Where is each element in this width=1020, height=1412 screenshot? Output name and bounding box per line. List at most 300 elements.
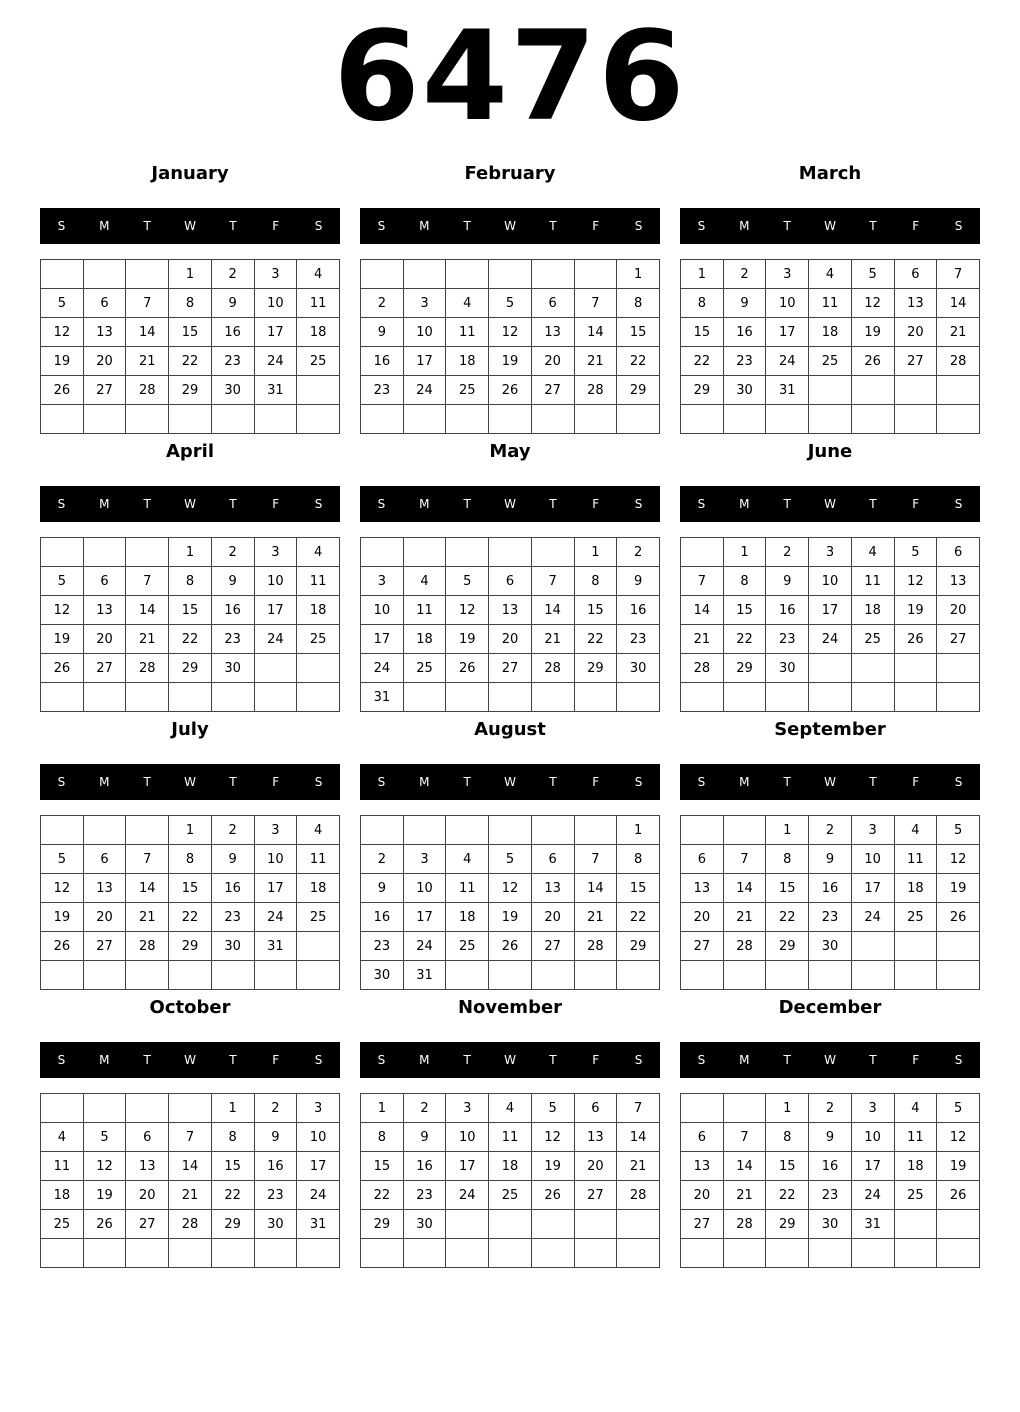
day-cell: 3 xyxy=(446,1094,489,1123)
day-cell: 19 xyxy=(41,903,84,932)
week-row xyxy=(361,625,660,654)
day-cell xyxy=(723,683,766,712)
day-cell: 20 xyxy=(894,318,937,347)
day-cell xyxy=(211,961,254,990)
day-cell: 5 xyxy=(531,1094,574,1123)
day-grid xyxy=(680,259,980,434)
day-cell: 21 xyxy=(531,625,574,654)
weekday-label: S xyxy=(634,775,643,789)
weekday-label: M xyxy=(739,1053,750,1067)
weekday-label: M xyxy=(419,497,430,511)
day-cell: 1 xyxy=(169,816,212,845)
day-cell: 7 xyxy=(723,1123,766,1152)
weekday-header xyxy=(680,208,980,244)
day-cell xyxy=(254,1239,297,1268)
day-cell: 1 xyxy=(681,260,724,289)
week-row xyxy=(41,567,340,596)
day-cell xyxy=(531,1210,574,1239)
weekday-label: T xyxy=(143,219,151,233)
day-cell: 22 xyxy=(211,1181,254,1210)
weekday-label: S xyxy=(954,497,963,511)
day-cell xyxy=(446,1239,489,1268)
day-cell: 25 xyxy=(446,376,489,405)
day-cell xyxy=(126,816,169,845)
day-cell xyxy=(254,683,297,712)
day-cell: 28 xyxy=(169,1210,212,1239)
day-cell: 18 xyxy=(297,596,340,625)
day-cell: 10 xyxy=(254,289,297,318)
week-row xyxy=(41,845,340,874)
week-row xyxy=(41,1239,340,1268)
week-row xyxy=(361,1123,660,1152)
weekday-header xyxy=(360,208,660,244)
day-cell: 21 xyxy=(723,1181,766,1210)
day-cell: 12 xyxy=(937,1123,980,1152)
day-cell: 9 xyxy=(766,567,809,596)
day-cell: 8 xyxy=(169,289,212,318)
weekday-label: F xyxy=(272,219,280,233)
day-cell: 30 xyxy=(211,654,254,683)
week-row xyxy=(41,405,340,434)
week-row xyxy=(41,318,340,347)
day-cell xyxy=(681,961,724,990)
day-cell xyxy=(489,405,532,434)
day-cell: 13 xyxy=(681,874,724,903)
day-cell: 27 xyxy=(83,932,126,961)
day-cell: 24 xyxy=(254,625,297,654)
day-cell: 18 xyxy=(894,1152,937,1181)
week-row xyxy=(681,376,980,405)
day-cell: 20 xyxy=(681,903,724,932)
day-grid xyxy=(360,537,660,712)
day-cell: 23 xyxy=(361,932,404,961)
day-cell: 11 xyxy=(403,596,446,625)
week-row xyxy=(361,347,660,376)
day-cell xyxy=(809,376,852,405)
day-cell: 4 xyxy=(489,1094,532,1123)
day-cell: 23 xyxy=(617,625,660,654)
day-cell: 9 xyxy=(211,289,254,318)
day-cell: 13 xyxy=(83,874,126,903)
day-cell xyxy=(574,1210,617,1239)
day-cell: 26 xyxy=(937,1181,980,1210)
day-cell: 13 xyxy=(531,318,574,347)
day-cell: 12 xyxy=(531,1123,574,1152)
month-name: December xyxy=(778,997,882,1018)
day-grid xyxy=(40,1093,340,1268)
day-cell: 11 xyxy=(894,1123,937,1152)
day-cell: 18 xyxy=(489,1152,532,1181)
day-cell: 7 xyxy=(126,567,169,596)
day-cell: 4 xyxy=(894,816,937,845)
day-cell: 17 xyxy=(361,625,404,654)
day-cell: 4 xyxy=(297,816,340,845)
day-cell: 27 xyxy=(937,625,980,654)
day-cell xyxy=(809,654,852,683)
day-cell: 29 xyxy=(169,376,212,405)
day-cell xyxy=(41,816,84,845)
day-cell: 20 xyxy=(126,1181,169,1210)
day-cell: 10 xyxy=(851,845,894,874)
weekday-label: T xyxy=(229,219,237,233)
day-cell xyxy=(126,1239,169,1268)
day-cell: 12 xyxy=(851,289,894,318)
week-row xyxy=(681,260,980,289)
day-cell: 28 xyxy=(126,376,169,405)
day-cell: 29 xyxy=(169,654,212,683)
weekday-label: S xyxy=(697,1053,706,1067)
day-cell: 14 xyxy=(723,1152,766,1181)
weekday-label: T xyxy=(463,1053,471,1067)
day-cell: 22 xyxy=(574,625,617,654)
day-cell xyxy=(723,405,766,434)
day-cell: 19 xyxy=(937,1152,980,1181)
day-cell: 9 xyxy=(403,1123,446,1152)
day-cell: 18 xyxy=(297,318,340,347)
weekday-label: M xyxy=(99,775,110,789)
day-cell: 22 xyxy=(169,625,212,654)
day-cell xyxy=(489,1210,532,1239)
day-cell xyxy=(446,405,489,434)
day-cell: 2 xyxy=(723,260,766,289)
week-row xyxy=(361,683,660,712)
day-cell xyxy=(254,654,297,683)
day-cell: 10 xyxy=(766,289,809,318)
day-cell: 20 xyxy=(489,625,532,654)
day-cell: 20 xyxy=(83,903,126,932)
day-grid xyxy=(40,259,340,434)
day-cell: 16 xyxy=(809,1152,852,1181)
day-cell: 11 xyxy=(894,845,937,874)
day-cell xyxy=(531,405,574,434)
day-cell: 30 xyxy=(617,654,660,683)
weekday-label: M xyxy=(99,1053,110,1067)
weekday-label: T xyxy=(463,775,471,789)
week-row xyxy=(681,596,980,625)
day-cell: 27 xyxy=(489,654,532,683)
day-cell: 23 xyxy=(211,625,254,654)
day-cell: 30 xyxy=(809,1210,852,1239)
day-cell: 5 xyxy=(41,845,84,874)
day-cell: 18 xyxy=(446,903,489,932)
day-cell xyxy=(211,683,254,712)
day-cell: 10 xyxy=(403,874,446,903)
day-cell xyxy=(809,961,852,990)
day-cell: 22 xyxy=(617,347,660,376)
day-cell xyxy=(894,932,937,961)
day-cell xyxy=(169,1239,212,1268)
day-cell: 26 xyxy=(489,376,532,405)
week-row xyxy=(41,816,340,845)
day-cell: 10 xyxy=(254,845,297,874)
day-cell: 30 xyxy=(361,961,404,990)
day-cell: 3 xyxy=(851,816,894,845)
week-row xyxy=(681,1094,980,1123)
weekday-label: S xyxy=(57,497,66,511)
day-cell: 6 xyxy=(574,1094,617,1123)
day-cell: 15 xyxy=(169,596,212,625)
day-cell: 29 xyxy=(617,376,660,405)
day-cell: 5 xyxy=(83,1123,126,1152)
day-cell: 11 xyxy=(446,874,489,903)
day-cell: 27 xyxy=(126,1210,169,1239)
day-cell: 13 xyxy=(681,1152,724,1181)
day-cell: 10 xyxy=(809,567,852,596)
weekday-label: T xyxy=(783,1053,791,1067)
day-cell: 28 xyxy=(723,932,766,961)
day-cell: 8 xyxy=(169,845,212,874)
day-cell: 9 xyxy=(361,874,404,903)
day-cell: 6 xyxy=(489,567,532,596)
weekday-label: W xyxy=(504,1053,516,1067)
week-row xyxy=(361,816,660,845)
day-cell: 30 xyxy=(766,654,809,683)
day-cell: 28 xyxy=(531,654,574,683)
weekday-label: S xyxy=(954,219,963,233)
day-cell: 17 xyxy=(446,1152,489,1181)
day-cell: 7 xyxy=(126,289,169,318)
week-row xyxy=(41,961,340,990)
weekday-label: F xyxy=(272,775,280,789)
weekday-label: M xyxy=(99,219,110,233)
day-cell: 22 xyxy=(681,347,724,376)
day-cell xyxy=(723,961,766,990)
week-row xyxy=(41,1094,340,1123)
day-cell: 26 xyxy=(489,932,532,961)
day-cell: 19 xyxy=(41,347,84,376)
day-cell: 5 xyxy=(446,567,489,596)
weekday-label: W xyxy=(184,775,196,789)
day-cell: 27 xyxy=(83,654,126,683)
day-cell: 6 xyxy=(83,289,126,318)
weekday-label: S xyxy=(377,775,386,789)
weekday-label: F xyxy=(912,1053,920,1067)
day-cell xyxy=(681,1239,724,1268)
day-cell: 18 xyxy=(894,874,937,903)
day-cell: 23 xyxy=(211,903,254,932)
day-cell: 26 xyxy=(446,654,489,683)
weekday-label: T xyxy=(143,497,151,511)
day-cell: 17 xyxy=(403,347,446,376)
day-cell: 16 xyxy=(723,318,766,347)
week-row xyxy=(361,1094,660,1123)
day-cell xyxy=(446,816,489,845)
day-cell: 7 xyxy=(574,845,617,874)
weekday-header xyxy=(680,486,980,522)
week-row xyxy=(681,654,980,683)
weekday-label: T xyxy=(143,1053,151,1067)
day-cell: 29 xyxy=(681,376,724,405)
day-cell xyxy=(531,538,574,567)
day-cell xyxy=(361,405,404,434)
day-cell xyxy=(851,683,894,712)
day-cell: 4 xyxy=(297,260,340,289)
weekday-label: S xyxy=(377,219,386,233)
week-row xyxy=(41,289,340,318)
day-cell: 9 xyxy=(361,318,404,347)
day-cell xyxy=(361,1239,404,1268)
week-row xyxy=(361,260,660,289)
weekday-label: S xyxy=(697,497,706,511)
day-cell: 26 xyxy=(41,376,84,405)
day-cell: 16 xyxy=(211,874,254,903)
day-cell: 11 xyxy=(851,567,894,596)
day-cell: 23 xyxy=(361,376,404,405)
weekday-label: T xyxy=(463,497,471,511)
day-cell: 25 xyxy=(41,1210,84,1239)
weekday-header xyxy=(40,208,340,244)
weekday-label: W xyxy=(824,219,836,233)
weekday-label: T xyxy=(869,1053,877,1067)
day-cell: 20 xyxy=(681,1181,724,1210)
week-row xyxy=(681,538,980,567)
day-cell xyxy=(361,538,404,567)
day-cell: 28 xyxy=(723,1210,766,1239)
weekday-label: T xyxy=(869,775,877,789)
week-row xyxy=(41,932,340,961)
week-row xyxy=(361,596,660,625)
day-cell: 8 xyxy=(617,845,660,874)
day-cell xyxy=(617,1239,660,1268)
day-cell: 24 xyxy=(809,625,852,654)
week-row xyxy=(361,567,660,596)
day-cell xyxy=(574,816,617,845)
day-cell: 22 xyxy=(617,903,660,932)
day-cell: 6 xyxy=(83,845,126,874)
day-cell: 15 xyxy=(766,874,809,903)
day-cell: 7 xyxy=(617,1094,660,1123)
day-cell xyxy=(83,816,126,845)
day-cell xyxy=(211,1239,254,1268)
day-cell xyxy=(41,260,84,289)
day-cell: 19 xyxy=(446,625,489,654)
week-row xyxy=(41,874,340,903)
day-cell: 20 xyxy=(574,1152,617,1181)
day-cell: 26 xyxy=(851,347,894,376)
month-name: November xyxy=(457,997,563,1018)
day-cell: 29 xyxy=(766,932,809,961)
day-cell xyxy=(531,1239,574,1268)
day-cell xyxy=(41,405,84,434)
day-cell: 26 xyxy=(894,625,937,654)
day-cell: 11 xyxy=(446,318,489,347)
day-cell: 27 xyxy=(681,932,724,961)
day-cell xyxy=(531,260,574,289)
week-row xyxy=(681,874,980,903)
day-cell: 26 xyxy=(83,1210,126,1239)
day-cell: 1 xyxy=(617,816,660,845)
day-cell: 29 xyxy=(574,654,617,683)
day-cell: 2 xyxy=(766,538,809,567)
day-cell: 16 xyxy=(211,596,254,625)
month-name: October xyxy=(149,997,231,1018)
weekday-label: T xyxy=(783,219,791,233)
day-cell: 21 xyxy=(126,903,169,932)
day-cell: 12 xyxy=(446,596,489,625)
week-row xyxy=(361,903,660,932)
day-cell: 16 xyxy=(766,596,809,625)
day-cell: 1 xyxy=(169,538,212,567)
day-cell xyxy=(937,1210,980,1239)
day-cell: 15 xyxy=(169,874,212,903)
day-cell: 3 xyxy=(851,1094,894,1123)
week-row xyxy=(41,625,340,654)
weekday-label: F xyxy=(592,497,600,511)
day-cell xyxy=(894,654,937,683)
weekday-label: S xyxy=(314,1053,323,1067)
day-cell xyxy=(254,405,297,434)
day-cell xyxy=(403,260,446,289)
day-cell: 18 xyxy=(851,596,894,625)
day-cell xyxy=(41,1094,84,1123)
day-cell: 25 xyxy=(403,654,446,683)
day-cell xyxy=(83,683,126,712)
week-row xyxy=(681,1123,980,1152)
weekday-label: S xyxy=(377,497,386,511)
day-cell: 5 xyxy=(894,538,937,567)
day-cell: 7 xyxy=(723,845,766,874)
day-cell: 6 xyxy=(681,845,724,874)
day-cell: 16 xyxy=(211,318,254,347)
weekday-header xyxy=(360,764,660,800)
week-row xyxy=(361,1152,660,1181)
weekday-label: T xyxy=(783,497,791,511)
day-cell: 29 xyxy=(361,1210,404,1239)
day-cell xyxy=(297,376,340,405)
day-cell: 19 xyxy=(894,596,937,625)
day-cell: 19 xyxy=(937,874,980,903)
day-grid xyxy=(360,259,660,434)
week-row xyxy=(41,1123,340,1152)
week-row xyxy=(681,903,980,932)
day-cell xyxy=(809,405,852,434)
day-cell: 31 xyxy=(254,932,297,961)
day-cell: 30 xyxy=(723,376,766,405)
day-cell: 14 xyxy=(531,596,574,625)
day-cell: 26 xyxy=(41,654,84,683)
weekday-label: F xyxy=(592,775,600,789)
weekday-label: W xyxy=(184,1053,196,1067)
day-cell xyxy=(41,683,84,712)
weekday-label: T xyxy=(783,775,791,789)
day-cell xyxy=(894,405,937,434)
weekday-label: T xyxy=(229,775,237,789)
day-cell xyxy=(894,961,937,990)
day-cell: 2 xyxy=(361,289,404,318)
day-cell: 6 xyxy=(83,567,126,596)
day-cell: 17 xyxy=(809,596,852,625)
week-row xyxy=(361,874,660,903)
week-row xyxy=(681,961,980,990)
day-cell: 9 xyxy=(723,289,766,318)
day-cell: 13 xyxy=(894,289,937,318)
week-row xyxy=(681,567,980,596)
day-cell: 4 xyxy=(894,1094,937,1123)
day-cell: 14 xyxy=(681,596,724,625)
weekday-label: T xyxy=(549,497,557,511)
day-cell xyxy=(169,683,212,712)
weekday-label: T xyxy=(549,775,557,789)
day-cell: 22 xyxy=(766,903,809,932)
day-cell: 3 xyxy=(254,816,297,845)
day-cell: 10 xyxy=(254,567,297,596)
week-row xyxy=(361,538,660,567)
day-cell: 2 xyxy=(211,816,254,845)
day-cell: 30 xyxy=(211,376,254,405)
day-cell: 5 xyxy=(489,289,532,318)
day-cell: 18 xyxy=(297,874,340,903)
day-cell xyxy=(446,683,489,712)
